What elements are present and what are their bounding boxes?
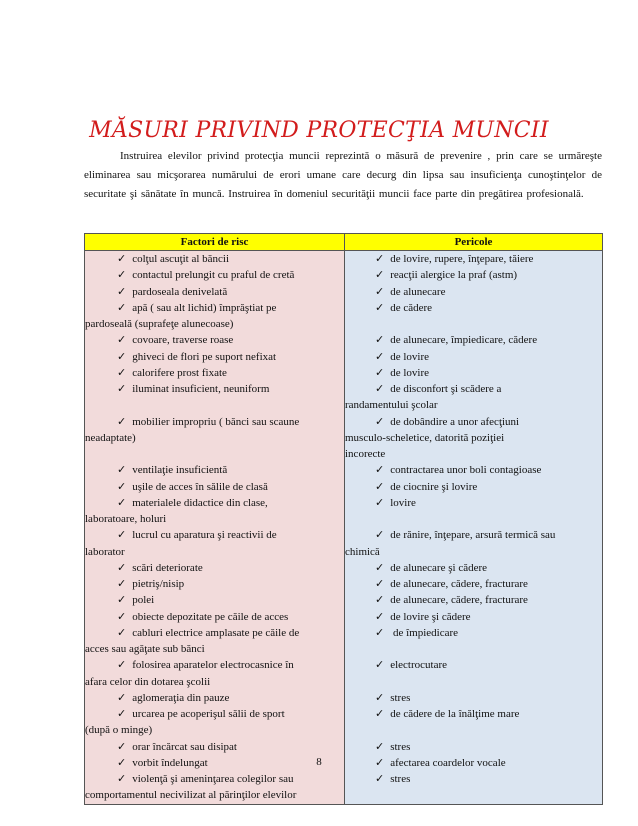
hazard-line	[345, 722, 602, 738]
hazard-line: ✓ de lovire	[345, 349, 602, 365]
hazard-line: ✓ de alunecare, împiedicare, cădere	[345, 332, 602, 348]
risk-factor-line: ✓ obiecte depozitate pe căile de acces	[85, 609, 344, 625]
page-title: MĂSURI PRIVIND PROTECŢIA MUNCII	[89, 118, 549, 143]
risk-factor-line	[85, 397, 344, 413]
header-risk-factors: Factori de risc	[85, 234, 345, 251]
risk-factor-line: ✓ violenţă şi ameninţarea colegilor sau	[85, 771, 344, 787]
hazard-line: chimică	[345, 545, 380, 558]
hazards-column	[345, 251, 603, 805]
risk-factor-line: ✓ colţul ascuţit al băncii	[85, 251, 344, 267]
hazard-line: ✓ de rănire, înţepare, arsură termică sau	[345, 527, 602, 543]
risk-factor-line: ✓ folosirea aparatelor electrocasnice în	[85, 657, 344, 673]
hazard-line: ✓ de lovire şi cădere	[345, 609, 602, 625]
risk-factor-line: ✓ polei	[85, 592, 344, 608]
hazard-line: ✓ de alunecare şi cădere	[345, 560, 602, 576]
risk-factor-line: acces sau agăţate sub bănci	[85, 643, 205, 655]
risk-factor-line: pardoseală (suprafeţe alunecoase)	[85, 318, 234, 330]
hazard-line: incorecte	[345, 448, 386, 460]
hazard-line: ✓ stres	[345, 771, 602, 787]
hazard-line: ✓ reacţii alergice la praf (astm)	[345, 267, 602, 283]
hazard-line	[345, 641, 602, 657]
risk-factor-line: comportamentul necivilizat al părinţilor elevilor	[85, 789, 297, 802]
hazard-line: randamentului şcolar	[345, 399, 438, 412]
hazard-line: ✓ electrocutare	[345, 657, 602, 673]
risk-factor-line: ✓ urcarea pe acoperişul sălii de sport	[85, 706, 344, 722]
risk-factors-column	[85, 251, 345, 805]
table-row	[85, 251, 603, 805]
risk-table	[84, 233, 603, 805]
hazard-line: ✓ de ciocnire şi lovire	[345, 479, 602, 495]
risk-factor-line: laboratoare, holuri	[85, 513, 167, 525]
hazard-line: musculo-scheletice, datorită poziţiei	[345, 431, 505, 444]
risk-factor-line: ✓ lucrul cu aparatura şi reactivii de	[85, 527, 344, 543]
hazard-line	[345, 316, 602, 332]
risk-factor-line: ✓ vorbit îndelungat	[85, 755, 344, 771]
hazard-line: ✓ stres	[345, 690, 602, 706]
risk-factor-line: ✓ covoare, traverse roase	[85, 332, 344, 348]
risk-factor-line: ✓ aglomeraţia din pauze	[85, 690, 344, 706]
risk-factor-line: (după o minge)	[85, 724, 153, 737]
intro-paragraph	[84, 147, 602, 204]
hazard-line	[345, 787, 602, 803]
hazard-line	[345, 674, 602, 690]
hazard-line: ✓ de cădere	[345, 300, 602, 316]
risk-factor-line: ✓ pardoseala denivelată	[85, 284, 344, 300]
hazard-line: ✓ de lovire, rupere, înţepare, tăiere	[345, 251, 602, 267]
table-header-row	[85, 234, 603, 251]
header-hazards: Pericole	[345, 234, 603, 251]
risk-factor-line: ✓ materialele didactice din clase,	[85, 495, 344, 511]
risk-factor-line: ✓ ghiveci de flori pe suport nefixat	[85, 349, 344, 365]
hazard-line: ✓ de cădere de la înălţime mare	[345, 706, 602, 722]
hazard-line: ✓ stres	[345, 739, 602, 755]
hazard-line: ✓ de alunecare, cădere, fracturare	[345, 592, 602, 608]
risk-factor-line: ✓ ventilaţie insuficientă	[85, 462, 344, 478]
risk-factor-line: ✓ orar încărcat sau disipat	[85, 739, 344, 755]
hazard-line: ✓ de lovire	[345, 365, 602, 381]
hazard-line: ✓ contractarea unor boli contagioase	[345, 462, 602, 478]
risk-factor-line: ✓ uşile de acces în sălile de clasă	[85, 479, 344, 495]
intro-text: Instruirea elevilor privind protecţia muncii reprezintă o măsură de prevenire , prin care se urmăreşte eliminarea sau micşorarea numărului de erori umane care decurg din lipsa sau insuficienţa cunoştinţelor de securitate şi sănătate în muncă. Instruirea în domeniul securităţii muncii face parte din pregătirea profesională.	[84, 150, 602, 200]
risk-factor-line: ✓ contactul prelungit cu praful de cretă	[85, 267, 344, 283]
hazard-line: ✓ afectarea coardelor vocale	[345, 755, 602, 771]
risk-factor-line: ✓ iluminat insuficient, neuniform	[85, 381, 344, 397]
hazard-line: ✓ lovire	[345, 495, 602, 511]
risk-factor-line: afara celor din dotarea şcolii	[85, 675, 211, 688]
hazard-line: ✓ de disconfort şi scădere a	[345, 381, 602, 397]
risk-factor-line: neadaptate)	[85, 431, 136, 444]
risk-factor-line: ✓ cabluri electrice amplasate pe căile de	[85, 625, 344, 641]
hazard-line: ✓ de alunecare	[345, 284, 602, 300]
risk-factor-line: ✓ scări deteriorate	[85, 560, 344, 576]
hazard-line: ✓ de alunecare, cădere, fracturare	[345, 576, 602, 592]
page-number: 8	[316, 756, 322, 768]
hazard-line	[345, 511, 602, 527]
risk-factor-line: ✓ mobilier impropriu ( bănci sau scaune	[85, 414, 344, 430]
risk-factor-line	[85, 446, 344, 462]
hazard-line: ✓ de împiedicare	[345, 625, 602, 641]
risk-factor-line: ✓ apă ( sau alt lichid) împrăştiat pe	[85, 300, 344, 316]
risk-factor-line: ✓ pietriş/nisip	[85, 576, 344, 592]
risk-factor-line: ✓ calorifere prost fixate	[85, 365, 344, 381]
hazard-line: ✓ de dobândire a unor afecţiuni	[345, 414, 602, 430]
risk-factor-line: laborator	[85, 545, 125, 558]
